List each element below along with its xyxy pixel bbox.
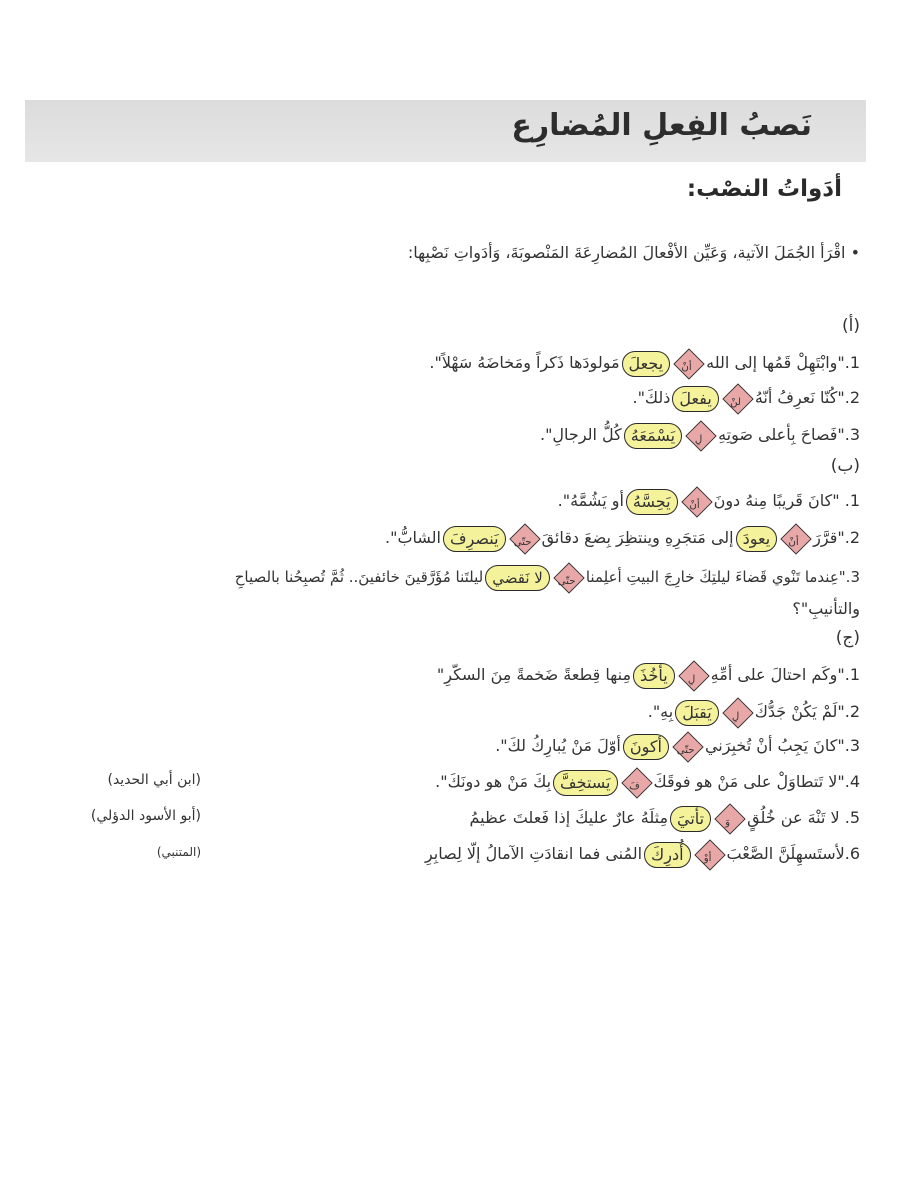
sentence-text: 6.لأستَسهِلَنَّ الصَّعْبَ xyxy=(726,844,860,863)
verb-highlight: لا نَقضي xyxy=(485,565,550,591)
tool-word: لِ xyxy=(687,671,695,684)
sentence-text: بِهِ". xyxy=(647,702,674,721)
sentence-c3 xyxy=(495,731,860,761)
tool-word: أنْ xyxy=(788,534,799,547)
tool-marker xyxy=(509,523,540,554)
verb-highlight: يَقبَلَ xyxy=(675,700,719,726)
tool-marker xyxy=(678,660,709,691)
sentence-text: أو يَشُمَّهُ". xyxy=(557,491,624,510)
sentence-text: إلى مَتجَرِهِ وينتظِرَ بِضعَ دقائقَ xyxy=(541,528,734,547)
sentence-c4 xyxy=(435,767,860,797)
tool-word: وَ xyxy=(725,814,731,827)
sentence-text: كُلُّ الرجالِ". xyxy=(539,425,622,444)
tool-marker xyxy=(681,486,712,517)
tool-word: فَ xyxy=(628,778,640,791)
section-label-b: (ب) xyxy=(830,456,860,476)
sentence-a3 xyxy=(540,420,860,450)
sentence-text: بِكَ مَنْ هو دونَكَ". xyxy=(435,772,552,791)
tool-word: لنْ xyxy=(729,394,741,407)
tool-word: أوْ xyxy=(703,850,712,863)
tool-marker xyxy=(781,523,812,554)
verb-highlight: يأخُذَ xyxy=(633,663,675,689)
page-title: نَصبُ الفِعلِ المُضارِع xyxy=(511,108,812,143)
tool-word: أنْ xyxy=(688,497,700,510)
sentence-b3-continuation: والتأنيبِ"؟ xyxy=(792,599,860,618)
section-label-c: (ج) xyxy=(835,628,860,648)
attribution-c6: (المتنبي) xyxy=(156,845,201,859)
section-heading: أدَواتُ النصْب: xyxy=(686,176,842,202)
verb-highlight: يجعلَ xyxy=(622,351,671,377)
tool-marker xyxy=(553,562,584,593)
sentence-text: 1."وابْتَهِلْ قَمُها إلى الله xyxy=(706,353,860,372)
verb-highlight: يَسْمَعَهُ xyxy=(624,423,682,449)
sentence-text: ذلكَ". xyxy=(632,388,671,407)
verb-highlight: يَستخِفَّ xyxy=(553,770,617,796)
verb-highlight: أكونَ xyxy=(623,734,669,760)
attribution-c4: (ابن أبي الحديد) xyxy=(107,772,201,788)
sentence-a1 xyxy=(429,348,860,378)
tool-marker xyxy=(722,697,753,728)
instruction-text: • اقْرَأ الجُمَلَ الآتية، وَعَيِّن الأفْعالَ المُضارِعَةَ المَنْصوبَةَ، وَأدَواتِ نَصْبِها: xyxy=(407,243,860,262)
sentence-text: مِثلَهُ عارٌ عليكَ إذا فَعلتَ عظيمُ xyxy=(469,808,669,827)
sentence-text: ليلتَنا مُؤَرَّقينَ خائفينَ.. ثُمَّ تُصبِحُنا بالصياحِ xyxy=(234,568,484,586)
sentence-text: 1. "كانَ قَريبًا مِنهُ دونَ xyxy=(713,491,860,510)
sentence-text: الشابُّ". xyxy=(385,528,441,547)
sentence-c1 xyxy=(437,660,860,690)
tool-word: حتّى xyxy=(557,573,576,586)
tool-word: حتّى xyxy=(513,534,532,547)
sentence-c5 xyxy=(469,803,860,833)
tool-marker xyxy=(694,839,725,870)
sentence-text: 3."فَصاحَ بِأعلى صَوتِهِ xyxy=(718,425,860,444)
sentence-text: أوّلَ مَنْ يُبارِكُ لكَ". xyxy=(495,736,621,755)
sentence-text: مِنها قِطعةً ضَخمةً مِنَ السكّرِ" xyxy=(436,665,632,684)
sentence-text: 1."وكَم احتالَ على أمِّهِ xyxy=(710,665,860,684)
sentence-c2 xyxy=(648,697,860,727)
verb-highlight: يفعلَ xyxy=(672,386,718,412)
sentence-text: 5. لا تَنْهَ عن خُلُقٍ xyxy=(747,808,860,827)
sentence-text: 3."عِندما تَنْوي قَضاءَ ليلتِكَ خارِجَ البيتِ أعلِمنا xyxy=(585,568,860,586)
verb-highlight: تأتيَ xyxy=(670,806,711,832)
sentence-text: مَولودَها ذَكراً ومَخاضَهُ سَهْلاً". xyxy=(429,353,620,372)
sentence-text: 2."كُنّا نَعرِفُ أنّهُ xyxy=(754,388,860,407)
verb-highlight: يعودَ xyxy=(736,526,778,552)
tool-marker xyxy=(722,383,753,414)
tool-word: لِ xyxy=(731,708,740,721)
sentence-text: 2."لَمْ يَكُنْ جَدُّكَ xyxy=(754,702,860,721)
section-label-a: (أ) xyxy=(842,316,860,336)
sentence-b1 xyxy=(558,486,860,516)
sentence-c6 xyxy=(425,839,860,869)
sentence-b2 xyxy=(385,523,860,553)
tool-word: أنْ xyxy=(681,359,692,372)
sentence-b3 xyxy=(235,562,860,592)
tool-marker xyxy=(685,420,716,451)
verb-highlight: يَحِسَّهُ xyxy=(626,489,678,515)
tool-marker xyxy=(672,731,703,762)
tool-word: لِ xyxy=(694,431,703,444)
sentence-a2 xyxy=(632,383,860,413)
tool-word: حتّى xyxy=(676,742,695,755)
verb-highlight: يَنصرِفَ xyxy=(443,526,506,552)
tool-marker xyxy=(621,767,652,798)
sentence-text: 3."كانَ يَجِبُ أنْ تُخبِرَني xyxy=(704,736,860,755)
attribution-c5: (أبو الأسود الدؤلي) xyxy=(90,808,201,824)
sentence-text: المُنى فما انقادَتِ الآمالُ إلّا لِصابِرِ xyxy=(424,844,643,863)
tool-marker xyxy=(674,348,705,379)
verb-highlight: أُدرِكَ xyxy=(644,842,690,868)
tool-marker xyxy=(715,803,746,834)
sentence-text: 4."لا تَتطاوَلْ على مَنْ هو فوقَكَ xyxy=(653,772,860,791)
sentence-text: 2."قرَّرَ xyxy=(813,528,860,547)
